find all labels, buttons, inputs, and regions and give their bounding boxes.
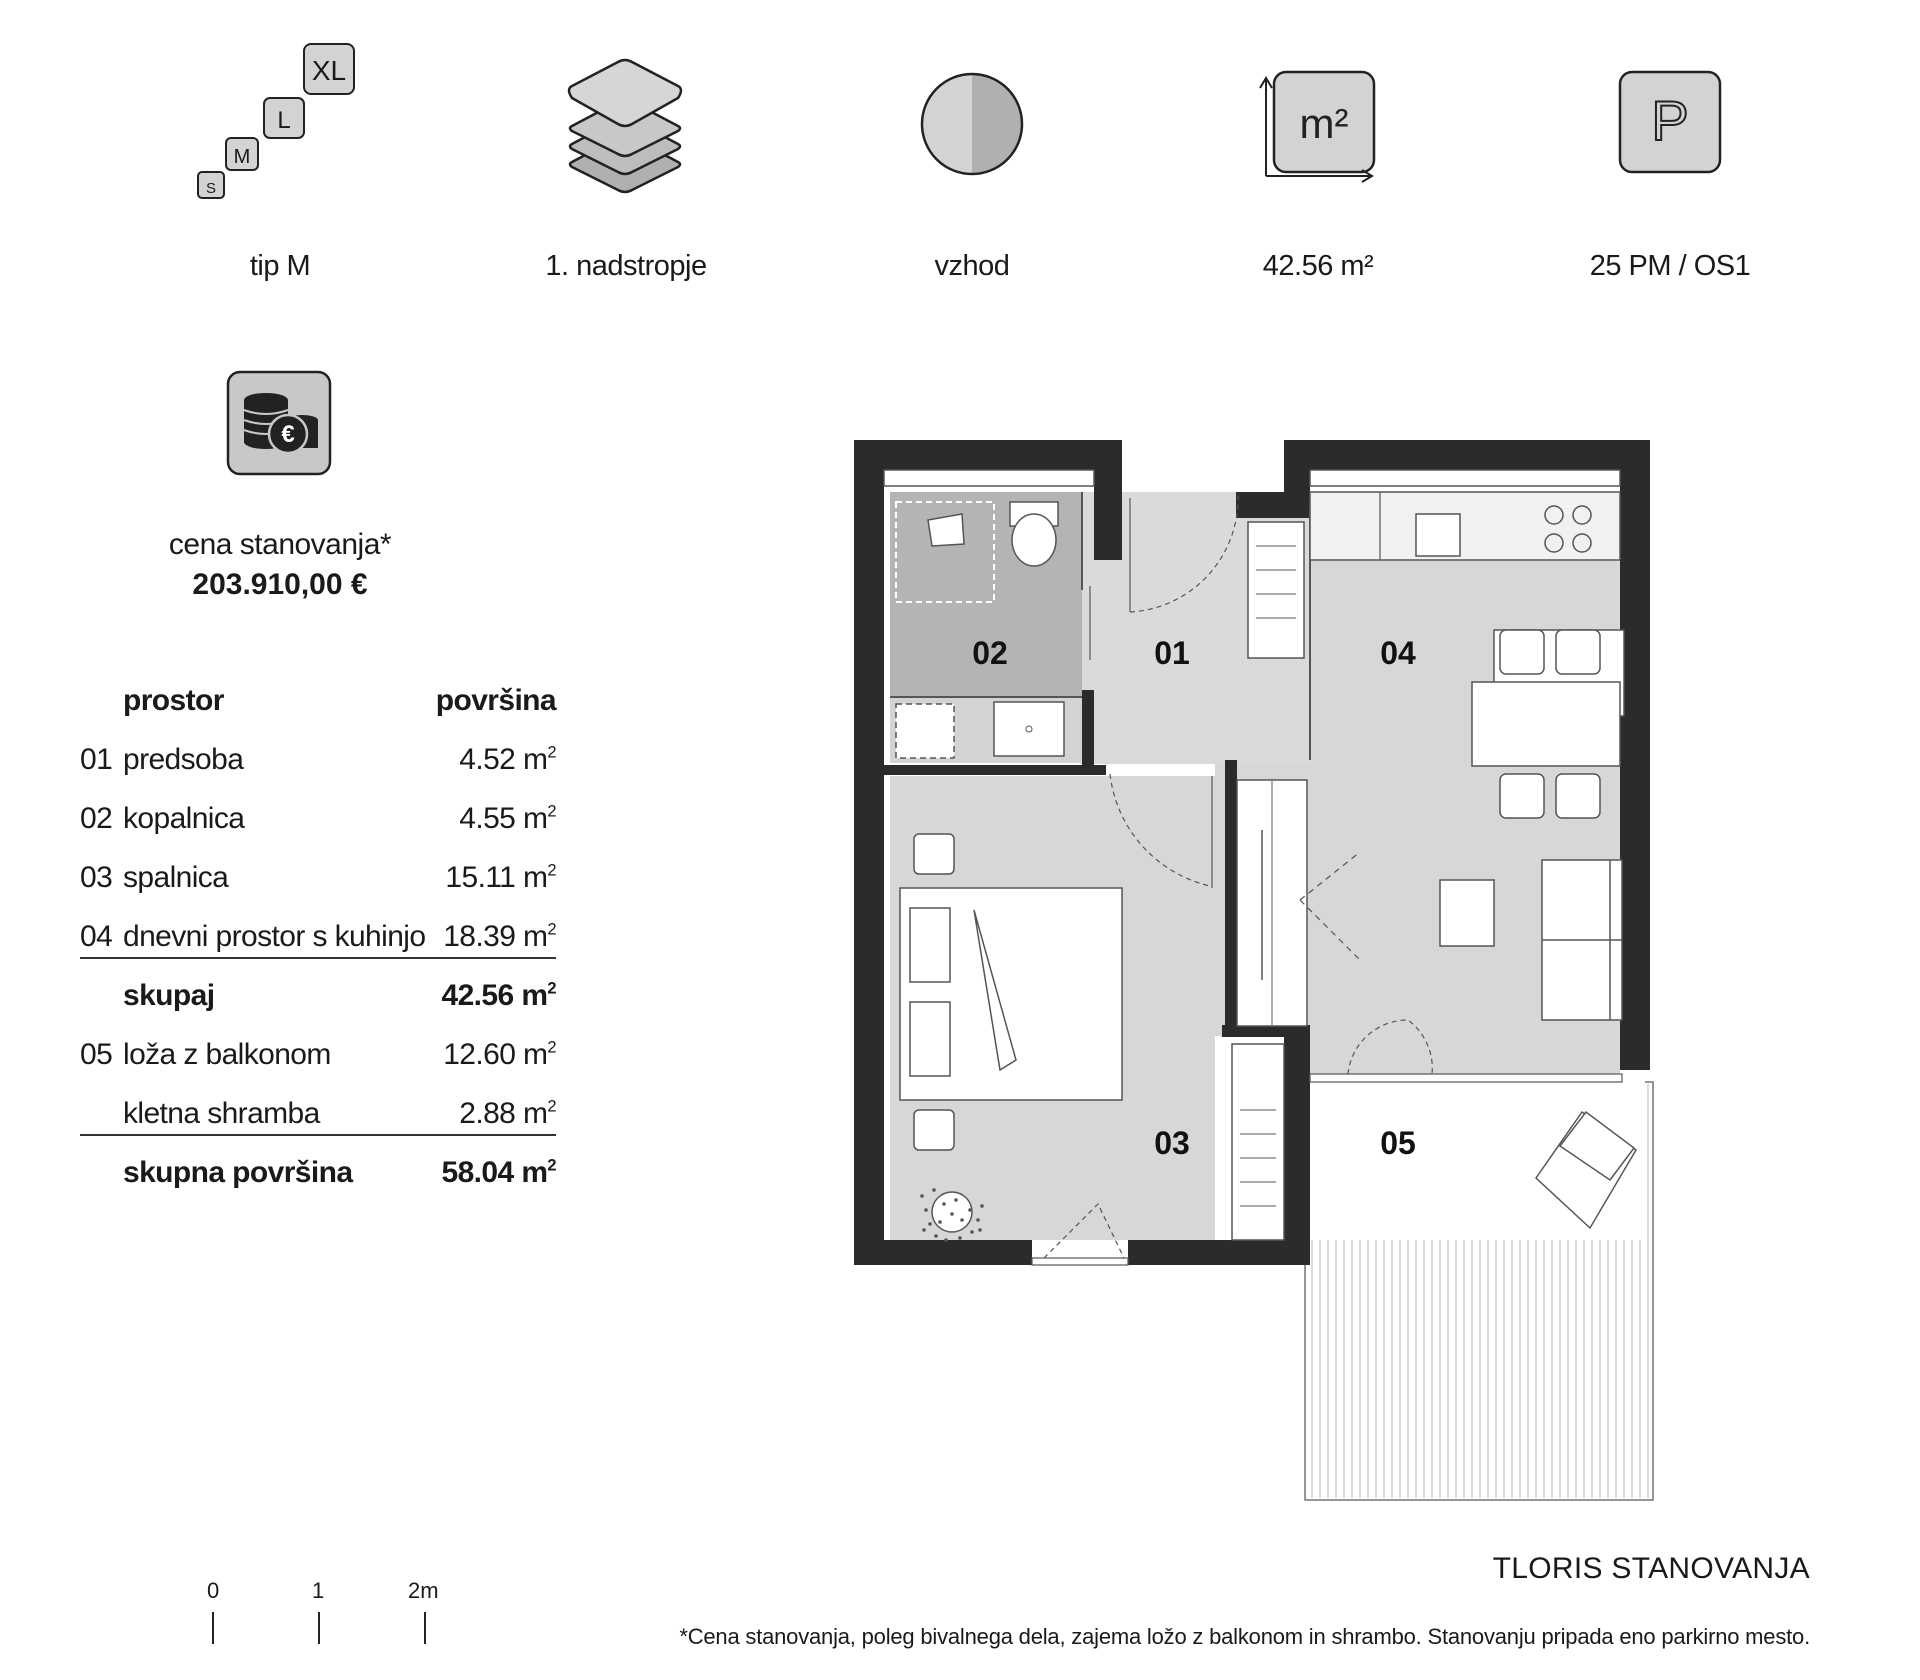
room-label-01: 01 xyxy=(1154,635,1190,671)
size-label-s: S xyxy=(205,180,217,197)
scale-tick xyxy=(212,1612,214,1644)
row-area: 12.60 $m^2$ xyxy=(443,1038,556,1071)
table-divider xyxy=(80,957,556,959)
area-m2-icon xyxy=(1256,66,1380,190)
row-number: 04 xyxy=(80,920,113,953)
apartment-type: tip M xyxy=(249,250,311,282)
scale-label-2m: 2m xyxy=(408,1578,439,1603)
row-room: predsoba xyxy=(123,743,244,776)
plant-dot xyxy=(950,1212,954,1216)
coins-euro-icon xyxy=(226,370,332,476)
layers-icon xyxy=(560,58,690,194)
total-row xyxy=(80,1144,556,1203)
footnote: *Cena stanovanja, poleg bivalnega dela, zajema ložo z balkonom in shrambo. Stanovanju pripada eno parkirno mesto. xyxy=(679,1624,1810,1649)
row-area: 2.88 $m^2$ xyxy=(459,1097,556,1130)
size-label-l: L xyxy=(277,107,291,134)
plant-dot xyxy=(924,1208,928,1212)
parking-icon xyxy=(1618,70,1722,174)
plant-dot xyxy=(978,1228,982,1232)
plant-dot xyxy=(932,1188,936,1192)
table-row xyxy=(80,849,556,908)
plant-dot xyxy=(922,1228,926,1232)
orientation-circle-icon xyxy=(920,72,1024,176)
plant-dot xyxy=(920,1194,924,1198)
row-number: 03 xyxy=(80,861,113,894)
subtotal-row xyxy=(80,967,556,1026)
price-label: cena stanovanja* xyxy=(168,528,392,561)
orientation: vzhod xyxy=(934,250,1010,282)
scale-tick xyxy=(424,1612,426,1644)
scale-label-1: 1 xyxy=(312,1578,325,1603)
row-area: 4.52 $m^2$ xyxy=(459,743,556,776)
room-label-05: 05 xyxy=(1380,1125,1416,1161)
floor-level: 1. nadstropje xyxy=(545,250,707,282)
plant-dot xyxy=(958,1236,962,1240)
plant-dot xyxy=(944,1238,948,1242)
plant-dot xyxy=(970,1230,974,1234)
euro-symbol: € xyxy=(281,421,295,448)
bedroom-storage xyxy=(1232,1044,1284,1240)
price-value: 203.910,00 € xyxy=(192,568,368,601)
apartment-area: 42.56 m² xyxy=(1262,250,1374,282)
row-number: 05 xyxy=(80,1038,113,1071)
total-label: skupna površina xyxy=(123,1156,353,1189)
plant-dot xyxy=(934,1234,938,1238)
plant-dot xyxy=(942,1202,946,1206)
table-row xyxy=(80,731,556,790)
header-area: površina xyxy=(435,684,556,717)
row-area: 18.39 $m^2$ xyxy=(443,920,556,953)
row-number: 02 xyxy=(80,802,113,835)
row-room: kletna shramba xyxy=(123,1097,320,1130)
row-area: 15.11 $m^2$ xyxy=(445,861,556,894)
floor-plan xyxy=(850,440,1660,1510)
parking-spot: 25 PM / OS1 xyxy=(1589,250,1751,282)
subtotal-area: 42.56 $m^2$ xyxy=(441,979,556,1012)
scale-tick xyxy=(318,1612,320,1644)
plant-dot xyxy=(980,1204,984,1208)
row-number: 01 xyxy=(80,743,113,776)
area-table xyxy=(80,672,556,1203)
hall-wardrobe xyxy=(1248,522,1304,658)
table-header xyxy=(80,672,556,731)
header-room: prostor xyxy=(123,684,224,717)
area-m2-label: m² xyxy=(1299,100,1349,147)
total-area: 58.04 $m^2$ xyxy=(441,1156,556,1189)
row-room: loža z balkonom xyxy=(123,1038,331,1071)
row-room: kopalnica xyxy=(123,802,245,835)
plant-dot xyxy=(968,1208,972,1212)
subtotal-label: skupaj xyxy=(123,979,215,1012)
room-label-03: 03 xyxy=(1154,1125,1190,1161)
row-room: dnevni prostor s kuhinjo xyxy=(123,920,426,953)
row-area: 4.55 $m^2$ xyxy=(459,802,556,835)
kitchen-counter xyxy=(1310,492,1620,560)
plant-dot xyxy=(928,1222,932,1226)
row-room: spalnica xyxy=(123,861,229,894)
plant-dot xyxy=(938,1220,942,1224)
room-label-02: 02 xyxy=(972,635,1008,671)
size-label-m: M xyxy=(233,146,251,168)
parking-letter: P xyxy=(1651,89,1689,152)
plant-dot xyxy=(976,1218,980,1222)
room-label-04: 04 xyxy=(1380,635,1416,671)
size-scale-icon xyxy=(196,40,368,210)
size-label-xl: XL xyxy=(311,55,347,86)
table-row xyxy=(80,790,556,849)
plan-title: TLORIS STANOVANJA xyxy=(1492,1552,1810,1585)
table-row xyxy=(80,1026,556,1085)
plant-dot xyxy=(960,1218,964,1222)
table-divider xyxy=(80,1134,556,1136)
plant-dot xyxy=(954,1198,958,1202)
scale-label-0: 0 xyxy=(207,1578,220,1603)
